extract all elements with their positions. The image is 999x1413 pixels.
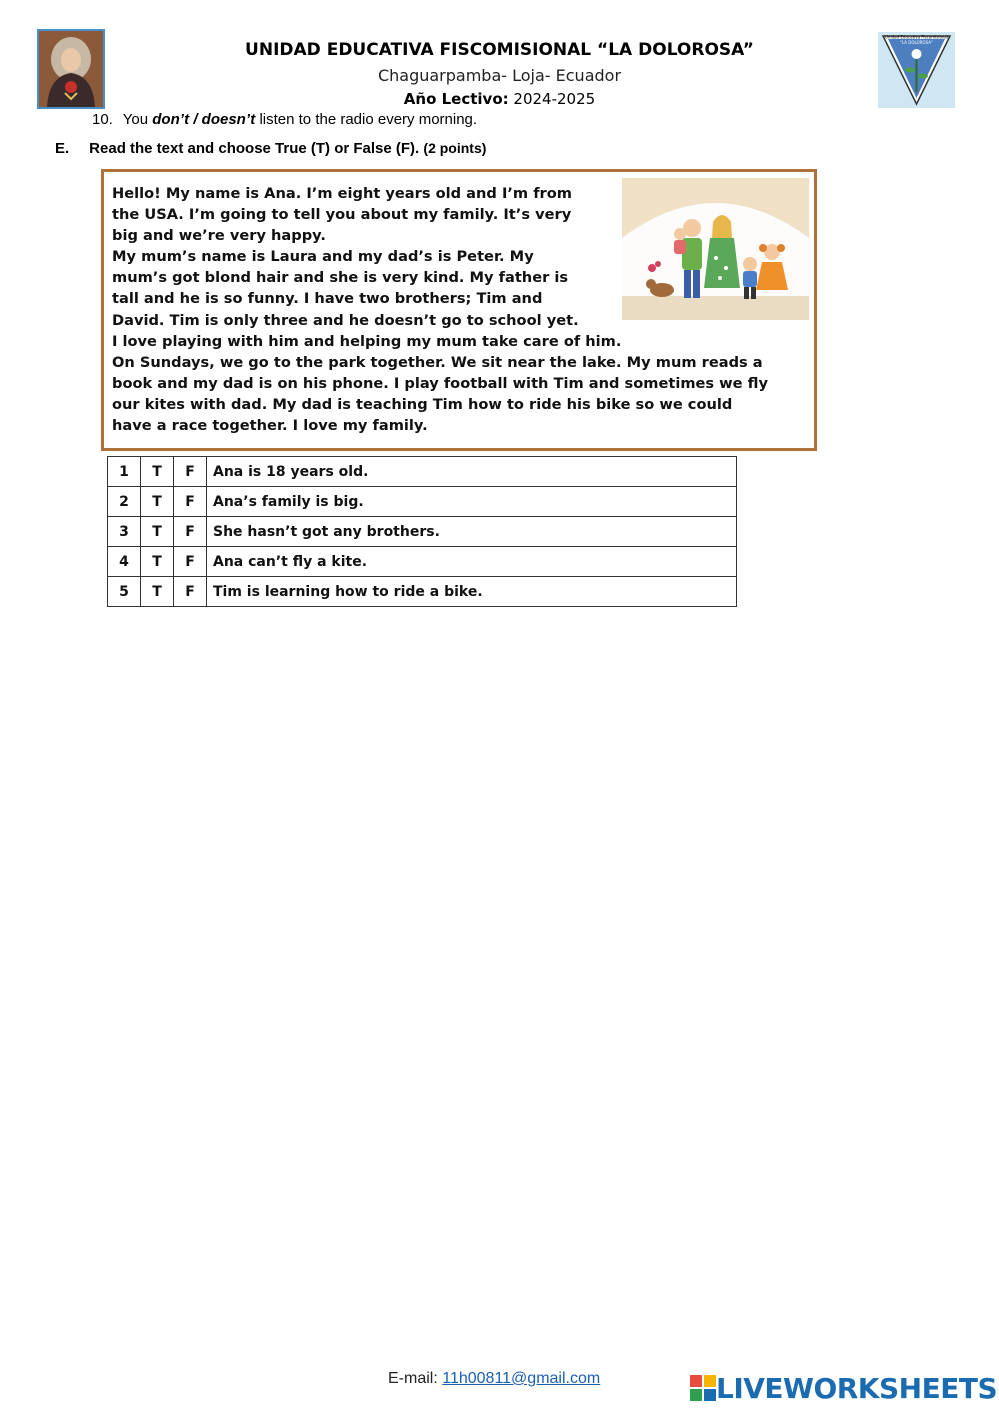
passage-line: David. Tim is only three and he doesn’t go to school yet. [112, 311, 579, 329]
false-option[interactable]: F [174, 487, 207, 517]
shield-caption-2: "LA DOLOROSA" [900, 40, 933, 45]
statement: Tim is learning how to ride a bike. [207, 577, 737, 607]
passage-line: I love playing with him and helping my mum take care of him. [112, 332, 622, 350]
true-option[interactable]: T [141, 577, 174, 607]
passage-line: mum’s got blond hair and she is very kind. My father is [112, 269, 569, 287]
item-choice: don’t / doesn’t [152, 111, 256, 128]
passage-line: book and my dad is on his phone. I play football with Tim and sometimes we fly [112, 374, 768, 392]
row-number: 4 [108, 547, 141, 577]
row-number: 1 [108, 457, 141, 487]
true-false-table [107, 456, 737, 607]
footer-email [388, 1370, 600, 1388]
statement: Ana’s family is big. [207, 487, 737, 517]
liveworksheets-brand: LIVEWORKSHEETS [716, 1371, 998, 1405]
row-number: 5 [108, 577, 141, 607]
table-row [108, 517, 737, 547]
item-number: 10. [92, 111, 113, 128]
liveworksheets-icon [690, 1375, 716, 1401]
passage-line: On Sundays, we go to the park together. We sit near the lake. My mum reads a [112, 353, 763, 371]
statement: She hasn’t got any brothers. [207, 517, 737, 547]
reading-passage [112, 183, 812, 436]
true-option[interactable]: T [141, 517, 174, 547]
section-instruction: Read the text and choose True (T) or False (F). [89, 140, 420, 157]
table-row [108, 487, 737, 517]
section-points: (2 points) [423, 140, 487, 156]
item-text-after: listen to the radio every morning. [259, 111, 478, 128]
email-link[interactable]: 11h00811@gmail.com [442, 1370, 601, 1387]
table-row [108, 547, 737, 577]
table-row [108, 577, 737, 607]
true-option[interactable]: T [141, 457, 174, 487]
false-option[interactable]: F [174, 547, 207, 577]
passage-line: tall and he is so funny. I have two brothers; Tim and [112, 290, 543, 308]
school-location: Chaguarpamba- Loja- Ecuador [377, 66, 622, 85]
school-year [0, 90, 999, 108]
email-label: E-mail: [388, 1370, 438, 1387]
passage-line: My mum’s name is Laura and my dad’s is Peter. My [112, 248, 534, 266]
row-number: 2 [108, 487, 141, 517]
statement: Ana is 18 years old. [207, 457, 737, 487]
row-number: 3 [108, 517, 141, 547]
passage-line: Hello! My name is Ana. I’m eight years old and I’m from [112, 185, 572, 202]
statement: Ana can’t fly a kite. [207, 547, 737, 577]
exercise-item-10 [92, 111, 477, 128]
school-year-value: 2024-2025 [513, 90, 596, 108]
school-name: UNIDAD EDUCATIVA FISCOMISIONAL “LA DOLOROSA” [245, 40, 754, 60]
true-option[interactable]: T [141, 547, 174, 577]
school-year-label: Año Lectivo: [403, 90, 509, 108]
section-letter: E. [55, 140, 70, 157]
passage-line: the USA. I’m going to tell you about my family. It’s very [112, 206, 572, 224]
true-option[interactable]: T [141, 487, 174, 517]
passage-line: have a race together. I love my family. [112, 417, 428, 435]
item-text-before: You [122, 111, 149, 128]
passage-line: big and we’re very happy. [112, 227, 326, 245]
false-option[interactable]: F [174, 517, 207, 547]
shield-caption-1: Unidad Educativa Fiscomisional [885, 34, 948, 40]
false-option[interactable]: F [174, 457, 207, 487]
passage-line: our kites with dad. My dad is teaching Tim how to ride his bike so we could [112, 395, 733, 413]
section-e-heading [55, 140, 486, 157]
false-option[interactable]: F [174, 577, 207, 607]
table-row [108, 457, 737, 487]
liveworksheets-logo[interactable] [690, 1372, 997, 1404]
